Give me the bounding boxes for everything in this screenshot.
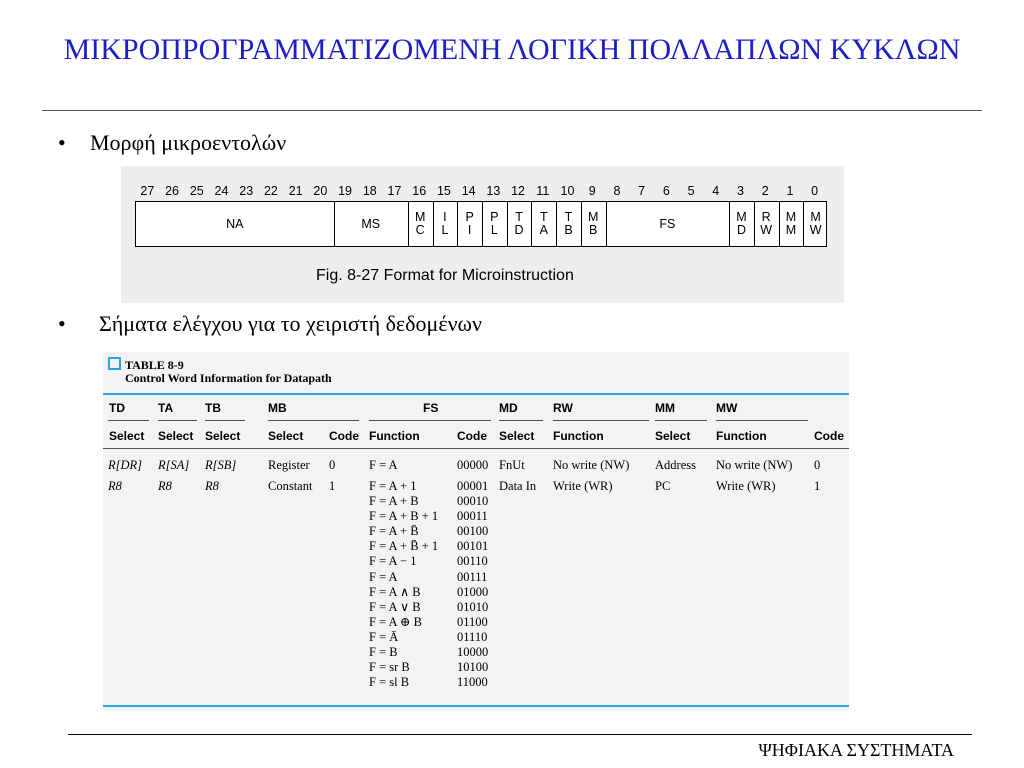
bit-number: 12: [511, 184, 526, 198]
fs-function: F = A + 1: [369, 479, 417, 493]
cell-md: FnUt: [499, 458, 525, 472]
title-divider: [42, 110, 982, 111]
header-underline: [108, 420, 149, 421]
header-rw: RW: [553, 401, 573, 415]
microinstruction-format-figure: [121, 166, 844, 303]
table-heading: [108, 357, 332, 385]
bit-number: 24: [214, 184, 229, 198]
fs-function: F = A ∧ B: [369, 584, 421, 599]
fs-function: F = A ∨ B: [369, 599, 421, 614]
table-title: Control Word Information for Datapath: [125, 371, 332, 385]
field-pi: P I: [457, 202, 483, 246]
bit-number: 21: [288, 184, 303, 198]
header-underline: [499, 420, 543, 421]
cell-mw: Write (WR): [716, 479, 776, 493]
bit-number: 9: [588, 184, 596, 198]
subheader-td-select: Select: [109, 429, 145, 443]
header-underline: [655, 420, 707, 421]
header-td: TD: [109, 401, 125, 415]
fs-function-list: [369, 458, 438, 690]
bit-number: 10: [560, 184, 575, 198]
field-ms: MS: [334, 202, 409, 246]
subheader-mb-code: Code: [329, 429, 359, 443]
bit-number: 8: [613, 184, 621, 198]
cell-mb-code: 1: [329, 479, 336, 493]
bit-number: 14: [461, 184, 476, 198]
fs-code-list: [457, 458, 488, 690]
bit-number: 18: [362, 184, 377, 198]
bit-number: 11: [536, 184, 550, 198]
subheader-ta-select: Select: [158, 429, 194, 443]
header-fs: FS: [423, 401, 439, 415]
cell-td: R8: [108, 479, 122, 493]
bit-number: 2: [761, 184, 769, 198]
fs-code: 00001: [457, 479, 489, 493]
slide-title: ΜΙΚΡΟΠΡΟΓΡΑΜΜΑΤΙΖΟΜΕΝΗ ΛΟΓΙΚΗ ΠΟΛΛΑΠΛΩΝ ΚΥΚΛΩΝ: [63, 33, 961, 66]
microinstruction-word: [135, 201, 827, 247]
fs-function: F = sr B: [369, 660, 410, 675]
bit-number: 5: [687, 184, 695, 198]
fs-code: 00100: [457, 524, 489, 539]
cell-mb: Constant: [268, 479, 313, 493]
bit-number: 6: [662, 184, 670, 198]
header-ta: TA: [158, 401, 174, 415]
cell-md: Data In: [499, 479, 537, 493]
cell-mm: PC: [655, 479, 671, 493]
subheader-fs-function: Function: [369, 429, 420, 443]
header-underline: [369, 420, 491, 421]
field-mm: M M: [779, 202, 805, 246]
bullet-dot: •: [58, 311, 66, 336]
bit-number: 20: [313, 184, 328, 198]
cell-ta: R8: [158, 479, 172, 493]
bit-number: 13: [486, 184, 501, 198]
header-mb: MB: [268, 401, 287, 415]
cell-tb: R[SB]: [205, 458, 237, 472]
fs-function: F = A + B̄: [369, 524, 419, 539]
bit-number: 25: [189, 184, 204, 198]
footer-text: ΨΗΦΙΑΚΑ ΣΥΣΤΗΜΑΤΑ: [758, 740, 954, 760]
field-md: M D: [729, 202, 755, 246]
bit-number: 19: [338, 184, 353, 198]
bit-number: 17: [387, 184, 402, 198]
cell-rw: Write (WR): [553, 479, 613, 493]
header-underline: [268, 420, 359, 421]
header-underline: [716, 420, 808, 421]
fs-code: 00010: [457, 494, 489, 509]
field-mb: M B: [581, 202, 607, 246]
field-il: I L: [433, 202, 459, 246]
fs-function: F = A: [369, 458, 398, 472]
fs-function: F = A + B̄ + 1: [369, 539, 439, 554]
fs-function: F = A + B + 1: [369, 509, 439, 524]
fs-code: 00111: [457, 569, 488, 584]
bit-number: 22: [263, 184, 278, 198]
subheader-mw-function: Function: [716, 429, 767, 443]
bullet-microinstruction-format: [58, 130, 286, 156]
footer-divider: [68, 734, 972, 735]
header-tb: TB: [205, 401, 221, 415]
fs-function: F = A − 1: [369, 554, 417, 569]
field-rw: R W: [754, 202, 780, 246]
table-number: TABLE 8-9: [125, 358, 184, 372]
bit-number: 1: [786, 184, 794, 198]
cell-rw: No write (NW): [553, 458, 630, 472]
bit-number: 16: [412, 184, 427, 198]
fs-code: 00011: [457, 509, 488, 524]
bit-number: 15: [436, 184, 451, 198]
header-underline: [205, 420, 245, 421]
header-mw: MW: [716, 401, 738, 415]
header-bottom-rule: [103, 448, 849, 449]
table-bottom-rule: [103, 705, 849, 707]
bit-number: 27: [140, 184, 155, 198]
field-mw: M W: [809, 210, 822, 237]
cell-mb-code: 0: [329, 458, 336, 472]
header-mm: MM: [655, 401, 675, 415]
cell-td: R[DR]: [108, 458, 143, 472]
control-word-table: [103, 352, 849, 710]
bullet-text: Σήματα ελέγχου για το χειριστή δεδομένων: [99, 311, 482, 336]
field-mc: M C: [408, 202, 434, 246]
fs-code: 00000: [457, 458, 489, 472]
cell-mm: Address: [655, 458, 696, 472]
cell-tb: R8: [205, 479, 219, 493]
fs-code: 10100: [457, 660, 489, 675]
table-top-rule: [103, 393, 849, 395]
bit-number: 3: [737, 184, 744, 198]
bit-number: 7: [638, 184, 646, 198]
fs-code: 00101: [457, 539, 489, 554]
fs-code: 01100: [457, 614, 488, 629]
fs-function: F = Ā: [369, 629, 399, 644]
header-underline: [158, 420, 197, 421]
fs-code: 10000: [457, 645, 489, 660]
bit-number: 4: [712, 184, 720, 198]
bit-number: 23: [239, 184, 254, 198]
subheader-fs-code: Code: [457, 429, 487, 443]
cell-code: 0: [814, 458, 821, 472]
field-fs: FS: [606, 202, 731, 246]
fs-function: F = A + B: [369, 494, 419, 509]
cell-code: 1: [814, 479, 821, 493]
subheader-mm-select: Select: [655, 429, 691, 443]
figure-caption: Fig. 8-27 Format for Microinstruction: [316, 267, 574, 284]
table-square-icon: [108, 357, 121, 370]
header-underline: [553, 420, 649, 421]
fs-function: F = sl B: [369, 675, 410, 690]
subheader-md-select: Select: [499, 429, 535, 443]
bit-number: 0: [811, 184, 819, 198]
bullet-dot: •: [58, 130, 66, 155]
header-md: MD: [499, 401, 518, 415]
fs-code: 01010: [457, 599, 489, 614]
bullet-text: Μορφή μικροεντολών: [90, 130, 287, 155]
field-ta: T A: [531, 202, 557, 246]
fs-code: 01110: [457, 629, 488, 644]
field-tb: T B: [556, 202, 582, 246]
cell-mw: No write (NW): [716, 458, 793, 472]
fs-function: F = B: [369, 645, 398, 660]
cell-ta: R[SA]: [158, 458, 190, 472]
bullet-control-signals: [58, 311, 482, 337]
fs-code: 00110: [457, 554, 488, 569]
subheader-tb-select: Select: [205, 429, 241, 443]
fs-code: 11000: [457, 675, 488, 690]
fs-code: 01000: [457, 584, 489, 599]
cell-mb: Register: [268, 458, 310, 472]
fs-function: F = A ⊕ B: [369, 614, 422, 629]
field-td: T D: [507, 202, 533, 246]
bit-number: 26: [165, 184, 180, 198]
subheader-mw-code: Code: [814, 429, 844, 443]
subheader-mb-select: Select: [268, 429, 304, 443]
field-na: NA: [136, 202, 335, 246]
subheader-rw-function: Function: [553, 429, 604, 443]
field-pl: P L: [482, 202, 508, 246]
fs-function: F = A: [369, 569, 398, 584]
